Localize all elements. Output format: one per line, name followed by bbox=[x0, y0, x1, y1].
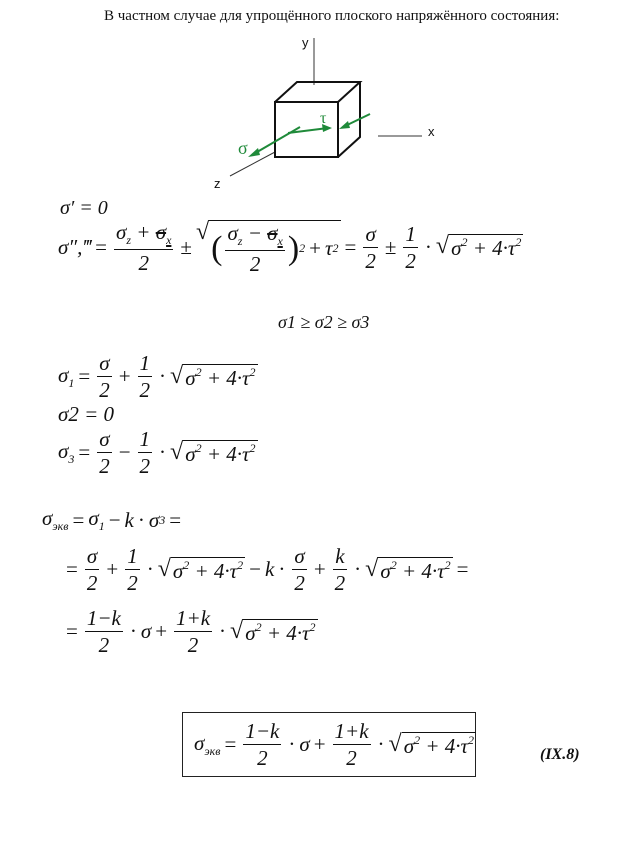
sigma-ekv-step2: = $\frac{\sigma}{2}$ + $\frac{1}{2}$ · √ $\sigma^2 + 4\cdot\tau^2$ − k · $\frac{\sigma}{2}$ + $\frac{k}{2}$ · √ $\sigma^2 + 4\cdot\tau^2$ = bbox=[66, 544, 469, 596]
sigma-arrowhead bbox=[248, 148, 260, 157]
sigma-ekv-step3: = $\frac{1-k}{2}$ · σ + $\frac{1+k}{2}$ · √ $\sigma^2 + 4\cdot\tau^2$ bbox=[66, 606, 316, 658]
stress-cube-diagram bbox=[200, 30, 460, 195]
equation-label: (IX.8) bbox=[540, 746, 580, 763]
diagram-sigma-label: σ bbox=[238, 138, 248, 158]
diagram-tau-label: τ bbox=[320, 110, 327, 127]
cube-top-face bbox=[275, 82, 360, 102]
sigma-ekv-def: $\sigma_{экв}$ = $\sigma_1$ − k · σ 3 = bbox=[42, 506, 182, 533]
sigma2-eq: σ2 = 0 bbox=[58, 402, 115, 426]
intro-text: В частном случае для упрощённого плоского напряжённого состояния: bbox=[104, 8, 560, 24]
sigma3-formula: $\sigma_3$ = $\frac{\sigma}{2}$ − $\frac{1}{2}$ · √ $\sigma^2 + 4\cdot\tau^2$ bbox=[58, 427, 256, 479]
sigma1-formula: $\sigma_1$ = $\frac{\sigma}{2}$ + $\frac{1}{2}$ · √ $\sigma^2 + 4\cdot\tau^2$ bbox=[58, 351, 256, 403]
sigma-double-formula: σ″,‴ = $\frac{\sigma_z + \sigma_x}{2}$ ± √ ( $\frac{\sigma_z - \sigma_x}{2}$ ) 2 + τ 2 = $\frac{\sigma}{2}$ ± $\frac{1}{2}$ · √ $\sigma^2 + 4\cdot\tau^2$ bbox=[58, 219, 522, 276]
principal-order: σ1 ≥ σ2 ≥ σ3 bbox=[278, 312, 370, 332]
final-formula: $\sigma_{экв}$ = $\frac{1-k}{2}$ · σ + $\frac{1+k}{2}$ · √ $\sigma^2 + 4\cdot\tau^2$ bbox=[194, 719, 474, 771]
sigma-arrowhead-right bbox=[339, 121, 350, 129]
axis-z-label: z bbox=[214, 176, 221, 191]
sigma-prime-eq: σ′ = 0 bbox=[60, 197, 108, 219]
axis-x-label: x bbox=[428, 124, 435, 139]
axis-y-label: y bbox=[302, 35, 309, 50]
